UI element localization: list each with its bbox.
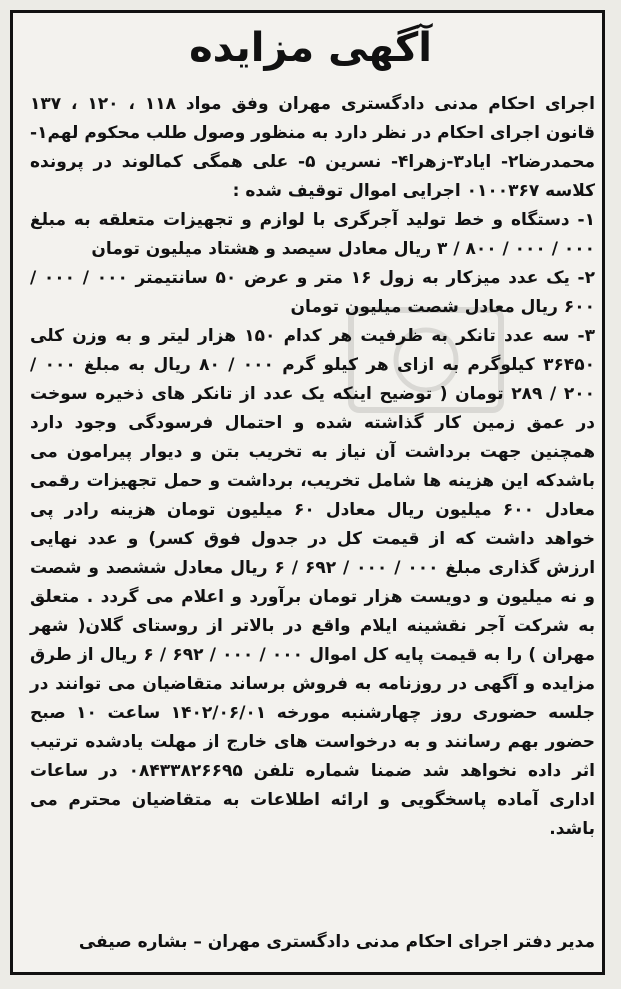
- notice-body: [30, 90, 595, 844]
- signature-line: مدیر دفتر اجرای احکام مدنی دادگستری مهران – بشاره صیفی: [78, 932, 595, 952]
- item-2-paragraph: ۲- یک عدد میزکار به زول ۱۶ متر و عرض ۵۰ سانتیمتر ۰۰۰ / ۰۰۰ / ۶۰۰ ریال معادل شصت میلیون تومان: [30, 268, 596, 317]
- item-3-paragraph: ۳- سه عدد تانکر به ظرفیت هر کدام ۱۵۰ هزار لیتر و به وزن کلی ۳۶۴۵۰ کیلوگرم به ازای هر کیلو گرم ۰۰۰ / ۸۰ ریال به مبلغ ۰۰۰ / ۲۰۰ / ۲۸۹ تومان ( توضیح اینکه یک عدد از تانکر های ذخیره سوخت در عمق زمین کار گذاشته شده و احتمال فرسودگی وجود دارد همچنین جهت برداشت آن نیاز به تخریب بتن و دیوار پیرامون می باشدکه این هزینه ها شامل تخریب، برداشت و حمل تجهیزات رقمی معادل ۶۰۰ میلیون ریال معادل ۶۰ میلیون تومان هزینه رادر پی خواهد داشت که از قیمت کل در جدول فوق کسر) و عدد نهایی ارزش گذاری مبلغ ۰۰۰ / ۰۰۰ / ۶۹۲ / ۶ ریال معادل ششصد و شصت و نه میلیون و دویست هزار تومان برآورد و اعلام می گردد . متعلق به شرکت آجر نقشینه ایلام واقع در بالاتر از روستای گلان( شهر مهران ) را به قیمت پایه کل اموال ۰۰۰ / ۰۰۰ / ۶۹۲ / ۶ ریال از طرق مزایده و آگهی در روزنامه به فروش برساند متقاضیان می توانند در جلسه حضوری روز چهارشنبه مورخه ۱۴۰۲/۰۶/۰۱ ساعت ۱۰ صبح حضور بهم رسانند و به درخواست های خارج از مهلت یادشده ترتیب اثر داده نخواهد شد ضمنا شماره تلفن ۰۸۴۳۳۸۲۶۶۹۵ در ساعات اداری آماده پاسخگویی و ارائه اطلاعات به متقاضیان محترم می باشد.: [30, 326, 596, 839]
- notice-title: آگهی مزایده: [189, 25, 432, 71]
- item-1-paragraph: ۱- دستگاه و خط تولید آجرگری با لوازم و تجهیزات متعلقه به مبلغ ۰۰۰ / ۰۰۰ / ۸۰۰ / ۳ ریال معادل سیصد و هشتاد میلیون تومان: [30, 210, 595, 259]
- intro-paragraph: اجرای احکام مدنی دادگستری مهران وفق مواد ۱۱۸ ، ۱۲۰ ، ۱۳۷ قانون اجرای احکام در نظر دارد به منظور وصول طلب محکوم لهم۱- محمدرضا۲- ایاد۳-زهرا۴- نسرین ۵- علی همگی کمالوند در پرونده کلاسه ۰۱۰۰۳۶۷ اجرایی اموال توقیف شده :: [30, 94, 596, 201]
